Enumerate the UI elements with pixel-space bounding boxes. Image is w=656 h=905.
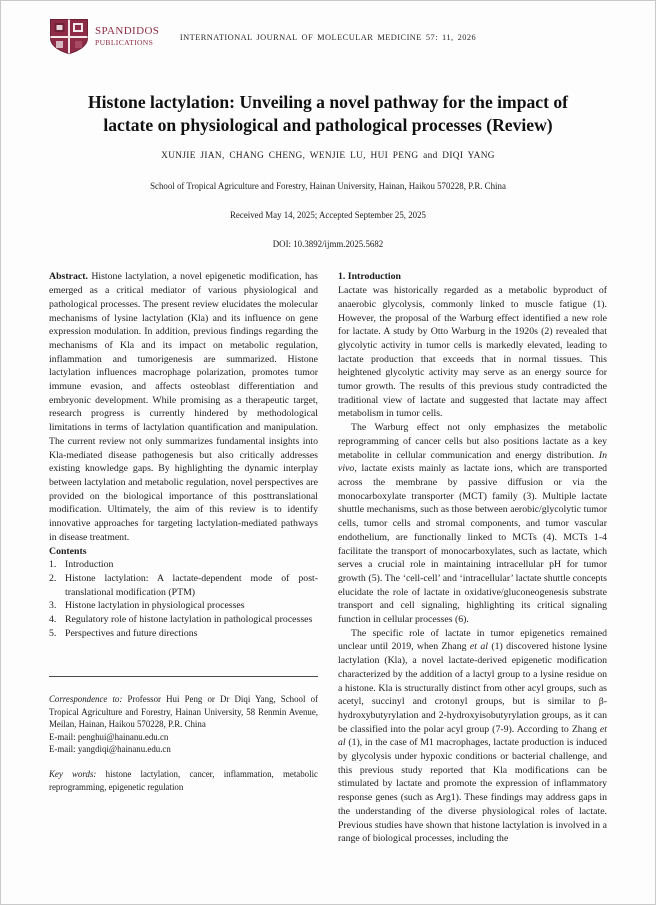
- two-column-body: [49, 270, 607, 846]
- abstract-text: Histone lactylation, a novel epigenetic modification, has emerged as a critical mediator of various physiological and pathological processes. The present review elucidates the molecular mechanisms of lysine lactylation (Kla) and its influence on gene expression modulation. In addition, previous findings regarding the mechanisms of Kla and its impact on metabolic regulation, inflammation and tumorigenesis are summarized. Histone lactylation influences macrophage polarization, promotes tumor immune evasion, and affects osteoblast differentiation and embryonic development. While promising as a therapeutic target, research progress is currently hindered by methodological limitations in terms of lactylation quantification and manipulation. The current review not only summarizes fundamental insights into Kla-mediated disease pathogenesis but also critically addresses existing knowledge gaps. By highlighting the dynamic interplay between lactylation and metabolic regulation, novel perspectives are provided on the biological importance of this posttranslational modification. Ultimately, the aim of this review is to identify innovative approaches for targeting lactylation-mediated pathways in disease treatment.: [49, 271, 318, 543]
- introduction-paragraph-2: [338, 421, 607, 627]
- doi-line: DOI: 10.3892/ijmm.2025.5682: [272, 239, 384, 250]
- correspondence-email-2[interactable]: E-mail: yangdiqi@hainanu.edu.cn: [49, 744, 171, 755]
- right-column: [338, 270, 607, 846]
- toc-item[interactable]: [49, 558, 318, 572]
- keywords-block: [49, 768, 318, 793]
- introduction-paragraph-3: [338, 627, 607, 846]
- toc-item-number: 2.: [49, 572, 57, 584]
- introduction-paragraph-1: Lactate was historically regarded as a metabolic byproduct of anaerobic glycolysis, commonly linked to muscle fatigue (1). However, the proposal of the Warburg effect identified a new role for lactate. A study by Otto Warburg in the 1920s (2) revealed that glycolytic activity in tumor cells is markedly elevated, leading to lactate production that exceeds that in normal tissues. This heightened glycolytic activity may serve as an energy source for tumor growth. The results of this previous study contradicted the traditional view of lactate and suggested that lactate may affect metabolism in tumor cells.: [338, 285, 607, 420]
- toc-item-number: 3.: [49, 600, 57, 612]
- correspondence-block: [49, 693, 318, 730]
- toc-item-number: 1.: [49, 559, 57, 571]
- introduction-heading: 1. Introduction: [338, 271, 401, 283]
- latin-term: In vivo: [338, 449, 607, 475]
- toc-item[interactable]: [49, 627, 318, 641]
- left-column: [49, 270, 318, 846]
- paragraph-text: The Warburg effect not only emphasizes the metabolic reprogramming of cancer cells but also positions lactate as a key metabolite in cellular communication and energy distribution.: [338, 422, 607, 461]
- paragraph-text: (1), in the case of M1 macrophages, lactate production is induced by glycolysis under hypoxic conditions or bacterial challenge, and this previous study reported that Kla modifications can be stimulated by lactate and promote the expression of inflammatory response genes (such as Arg1). These findings may address gaps in the understanding of the diverse physiological roles of lactate. Previous studies have shown that histone lactylation is involved in a range of biological processes, including the: [338, 737, 607, 845]
- contents-heading: Contents: [49, 545, 87, 557]
- paragraph-text: , lactate exists mainly as lactate ions, which are transported across the membrane by passive diffusion or via the monocarboxylate transporter (MCT) family (3). Multiple lactate shuttle mechanisms, such as those between aerobic/glycolytic tumor cells, tumor cells and stromal components, and tumor vascular endothelium, are functionally linked to MCTs (4). MCTs 1-4 facilitate the transport of monocarboxylates, such as lactate, which serves a crucial role in maintaining intracellular pH for tumor growth (5). The ‘cell-cell’ and ‘intracellular’ lactate shuttle concepts elucidate the role of lactate in oxidative/gluconeogenesis substrate transport and cell signaling, highlighting its critical signaling function in cellular processes (6).: [338, 463, 607, 626]
- publisher-name: [95, 26, 159, 46]
- spandidos-shield-icon: [49, 18, 89, 55]
- toc-item-label: Introduction: [65, 559, 114, 571]
- toc-item-number: 4.: [49, 614, 57, 626]
- abstract-paragraph: [49, 270, 318, 544]
- toc-item-label: Regulatory role of histone lactylation in pathological processes: [65, 614, 313, 626]
- keywords-text: histone lactylation, cancer, inflammation, metabolic reprogramming, epigenetic regulation: [49, 769, 318, 792]
- publisher-logo[interactable]: [49, 18, 159, 55]
- toc-item-number: 5.: [49, 627, 57, 639]
- affiliation-line: School of Tropical Agriculture and Forestry, Hainan University, Hainan, Haikou 570228, P.R. China: [150, 181, 506, 192]
- article-title: [49, 91, 607, 137]
- logo-title-text: SPANDIDOS: [95, 25, 160, 38]
- received-accepted-line: Received May 14, 2025; Accepted September 25, 2025: [230, 210, 426, 221]
- contents-list: [49, 558, 318, 640]
- toc-item[interactable]: [49, 613, 318, 627]
- footnote-divider: [49, 676, 318, 677]
- toc-item-label: Perspectives and future directions: [65, 627, 198, 639]
- abstract-label: Abstract.: [49, 271, 88, 283]
- correspondence-email-1[interactable]: E-mail: penghui@hainanu.edu.cn: [49, 731, 169, 742]
- correspondence-label: Correspondence to:: [49, 694, 123, 705]
- article-title-line2: lactate on physiological and pathological processes (Review): [103, 115, 553, 136]
- keywords-label: Key words:: [49, 769, 97, 780]
- latin-term: et al: [338, 723, 607, 749]
- journal-citation: INTERNATIONAL JOURNAL OF MOLECULAR MEDICINE 57: 11, 2026: [179, 33, 477, 42]
- article-title-line1: Histone lactylation: Unveiling a novel pathway for the impact of: [87, 92, 569, 112]
- page-header: [49, 1, 607, 61]
- paragraph-text: (1) discovered histone lysine lactylation (Kla), a novel lactate-derived epigenetic modification characterized by the addition of a lactyl group to a lysine residue on a histone. Kla is structurally distinct from other acyl groups, such as acetyl, succinyl and crotonyl groups, but is similar to β-hydroxybutyrylation and 2-hydroxyisobutyrylation groups, as it can be classified into the polar acyl group (7-9). According to Zhang: [338, 641, 608, 735]
- correspondence-text: Professor Hui Peng or Dr Diqi Yang, School of Tropical Agriculture and Forestry, Hainan University, 58 Renmin Avenue, Meilan, Hainan, Haikou 570228, P.R. China: [49, 694, 318, 730]
- toc-item[interactable]: [49, 572, 318, 599]
- toc-item[interactable]: [49, 599, 318, 613]
- logo-subtitle-text: PUBLICATIONS: [95, 37, 154, 47]
- toc-item-label: Histone lactylation in physiological processes: [65, 600, 245, 612]
- toc-item-label: Histone lactylation: A lactate-dependent mode of post-translational modification (PTM): [65, 572, 318, 598]
- authors-line: XUNJIE JIAN, CHANG CHENG, WENJIE LU, HUI PENG and DIQI YANG: [161, 151, 495, 162]
- paragraph-text: The specific role of lactate in tumor epigenetics remained unclear until 2019, when Zhang: [338, 627, 607, 653]
- latin-term: et al: [469, 641, 488, 653]
